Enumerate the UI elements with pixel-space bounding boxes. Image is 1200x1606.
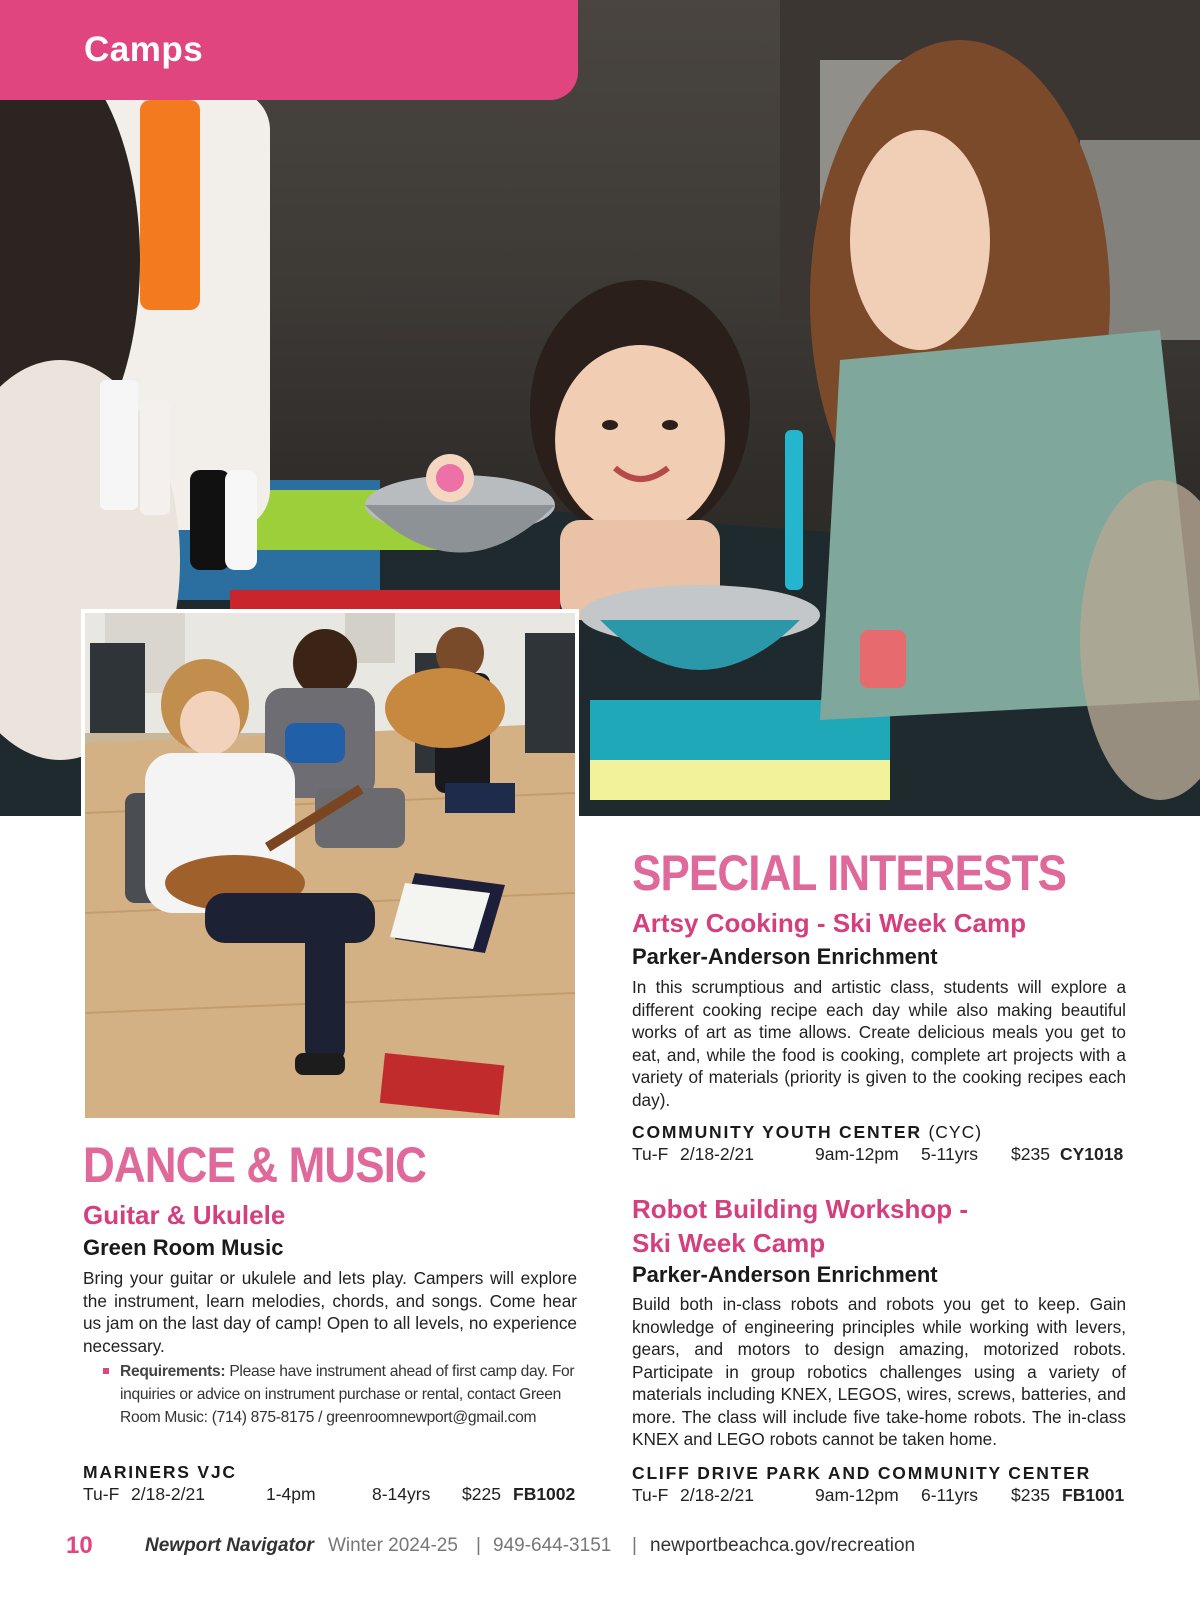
dance-music-heading: DANCE & MUSIC (83, 1137, 427, 1193)
schedule-time: 1-4pm (266, 1484, 316, 1504)
robot-building-description: Build both in-class robots and robots you get to keep. Gain knowledge of engineering principles while working with levers, gears, and motors to design amazing, motorized robots. Participate in group robotics challenges using a variety of materials including KNEX, LEGOS, wires, screws, batteries, and more. The class will include five take-home robots. The in-class KNEX and LEGO robots cannot be taken home. (632, 1294, 1126, 1449)
guitar-ukulele-title: Guitar & Ukulele (83, 1200, 286, 1230)
location-abbr: (CYC) (928, 1122, 983, 1142)
schedule-code: CY1018 (1060, 1144, 1124, 1164)
footer-separator-2: | (632, 1535, 637, 1556)
publication-name: Newport Navigator (145, 1535, 314, 1556)
guitar-ukulele-location: MARINERS VJC (83, 1462, 237, 1482)
footer-website[interactable]: newportbeachca.gov/recreation (650, 1535, 916, 1556)
section-tab-label: Camps (84, 30, 204, 69)
schedule-code: FB1002 (513, 1484, 576, 1504)
schedule-dates: 2/18-2/21 (680, 1485, 754, 1505)
robot-building-title-line1: Robot Building Workshop - (632, 1194, 969, 1224)
schedule-code: FB1001 (1062, 1485, 1125, 1505)
location-name: COMMUNITY YOUTH CENTER (632, 1122, 922, 1142)
schedule-days: Tu-F (632, 1144, 669, 1164)
guitar-ukulele-description: Bring your guitar or ukulele and lets play. Campers will explore the instrument, learn melodies, chords, and songs. Come hear us jam on the last day of camp! Open to all levels, no experience necessary. (83, 1268, 577, 1356)
guitar-ukulele-requirements (120, 1360, 576, 1429)
page-footer (0, 1530, 1200, 1570)
schedule-ages: 5-11yrs (921, 1144, 979, 1164)
schedule-fee: $235 (1011, 1485, 1050, 1505)
artsy-cooking-description: In this scrumptious and artistic class, students will explore a different cooking recipe each day while also making beautiful works of art as time allows. Create delicious meals you get to eat, and, while the food is cooking, complete art projects with a variety of materials (priority is given to the cooking recipes each day). (632, 977, 1126, 1110)
artsy-cooking-title: Artsy Cooking - Ski Week Camp (632, 908, 1026, 938)
schedule-dates: 2/18-2/21 (131, 1484, 205, 1504)
schedule-time: 9am-12pm (815, 1144, 899, 1164)
special-interests-heading: SPECIAL INTERESTS (632, 845, 1067, 901)
page-number: 10 (66, 1532, 93, 1559)
schedule-ages: 8-14yrs (372, 1484, 431, 1504)
schedule-fee: $235 (1011, 1144, 1050, 1164)
schedule-dates: 2/18-2/21 (680, 1144, 754, 1164)
schedule-days: Tu-F (83, 1484, 120, 1504)
schedule-fee: $225 (462, 1484, 501, 1504)
robot-building-schedule-row (632, 1485, 1126, 1509)
schedule-ages: 6-11yrs (921, 1485, 979, 1505)
inset-photo-illustration (85, 613, 575, 1118)
publication-season: Winter 2024-25 (328, 1535, 458, 1556)
robot-building-location: CLIFF DRIVE PARK AND COMMUNITY CENTER (632, 1463, 1092, 1483)
footer-phone: 949-644-3151 (493, 1535, 612, 1556)
artsy-cooking-provider: Parker-Anderson Enrichment (632, 944, 938, 969)
footer-separator-1: | (476, 1535, 481, 1556)
inset-photo (81, 609, 579, 1122)
guitar-ukulele-provider: Green Room Music (83, 1235, 284, 1260)
bullet-square-icon (103, 1368, 109, 1374)
artsy-cooking-location (632, 1122, 982, 1143)
section-tab (0, 0, 578, 100)
requirements-text: Please have instrument ahead of first camp day. For inquiries or advice on instrument purchase or rental, contact Green Room Music: (714) 875-8175 / greenroomnewport@gmail.com (120, 1363, 575, 1426)
robot-building-provider: Parker-Anderson Enrichment (632, 1262, 938, 1287)
artsy-cooking-schedule-row (632, 1144, 1126, 1168)
guitar-ukulele-schedule-row (83, 1484, 577, 1508)
schedule-time: 9am-12pm (815, 1485, 899, 1505)
robot-building-title-line2: Ski Week Camp (632, 1228, 826, 1258)
requirements-label: Requirements: (120, 1363, 226, 1380)
schedule-days: Tu-F (632, 1485, 669, 1505)
